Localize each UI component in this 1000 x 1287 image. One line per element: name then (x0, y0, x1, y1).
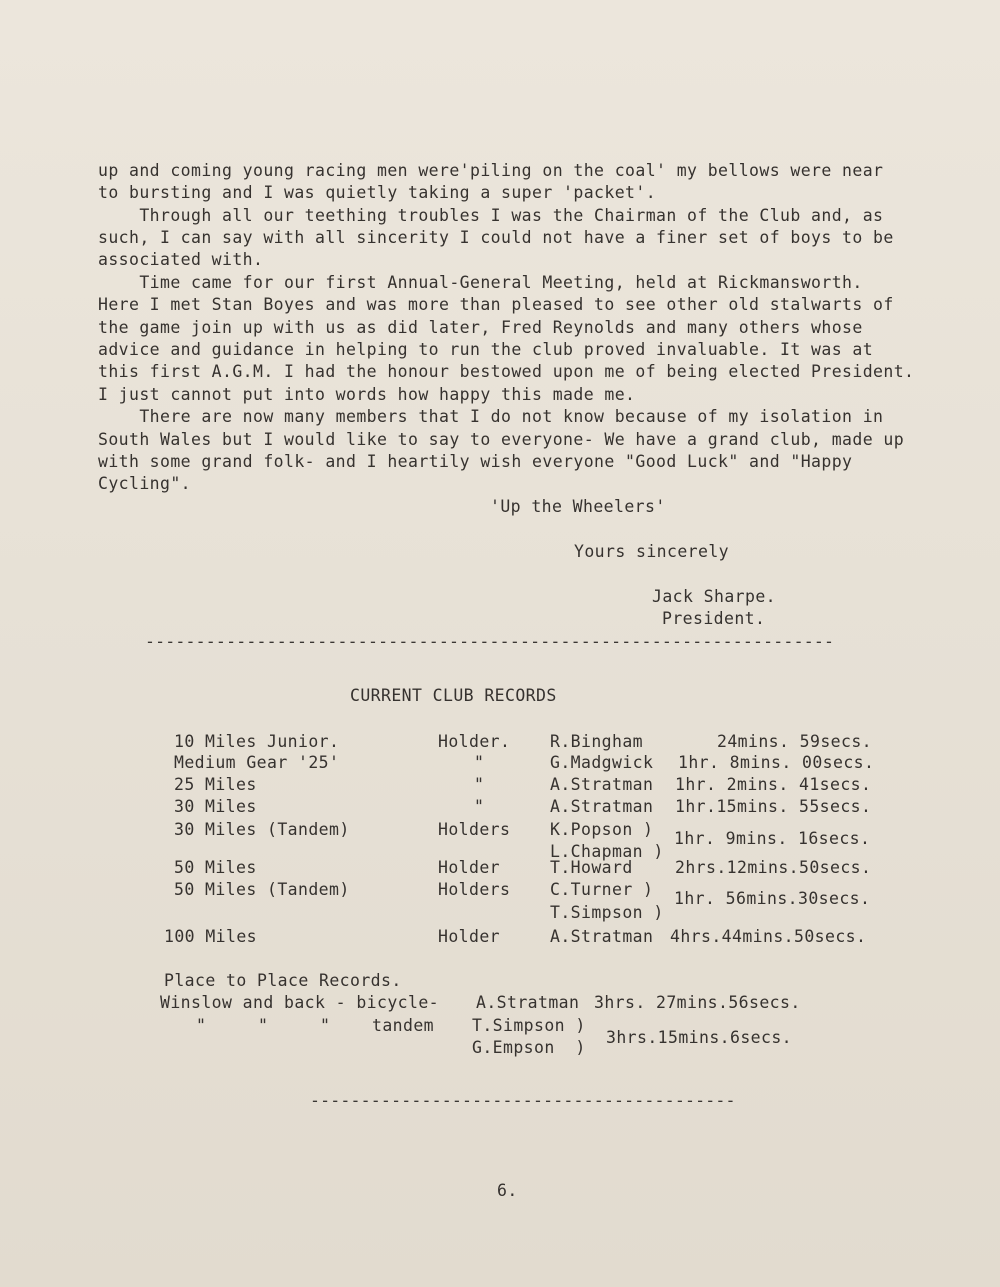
letter-line: I just cannot put into words how happy this made me. (98, 385, 636, 404)
record-time: 2hrs.12mins.50secs. (675, 858, 872, 877)
record-time: 1hr. 2mins. 41secs. (675, 775, 872, 794)
letter-line: the game join up with us as did later, Fred Reynolds and many others whose (98, 318, 863, 337)
closing: Yours sincerely (574, 542, 730, 561)
record-event: 25 Miles (174, 775, 257, 794)
letter-line: advice and guidance in helping to run the club proved invaluable. It was at (98, 340, 874, 359)
letter-line: this first A.G.M. I had the honour bestowed upon me of being elected President. (98, 362, 915, 381)
record-holder: C.Turner ) (550, 880, 654, 899)
page-number: 6. (497, 1181, 518, 1200)
motto: 'Up the Wheelers' (490, 497, 666, 516)
record-holder: A.Stratman (550, 775, 654, 794)
record-time: 1hr. 9mins. 16secs. (674, 829, 871, 848)
record-role: " (474, 797, 485, 816)
record-event: 30 Miles (Tandem) (174, 820, 350, 839)
place-record-type: tandem (372, 1016, 435, 1035)
record-event: 10 Miles Junior. (174, 732, 340, 751)
letter-line: There are now many members that I do not know because of my isolation in (98, 407, 884, 426)
record-role: " (474, 775, 485, 794)
records-title: CURRENT CLUB RECORDS (350, 686, 557, 705)
record-time: 1hr. 56mins.30secs. (674, 889, 871, 908)
record-holder: K.Popson ) (550, 820, 654, 839)
record-role: Holders (438, 820, 511, 839)
record-time: 1hr.15mins. 55secs. (675, 797, 872, 816)
letter-line: associated with. (98, 250, 264, 269)
record-holder-second: T.Simpson ) (550, 903, 664, 922)
signature-name: Jack Sharpe. (652, 587, 777, 606)
record-event: Medium Gear '25' (174, 753, 340, 772)
place-record-time: 3hrs. 27mins.56secs. (594, 993, 801, 1012)
place-record-holder: A.Stratman (476, 993, 580, 1012)
record-event: 30 Miles (174, 797, 257, 816)
place-record-route: Winslow and back - bicycle- (160, 993, 440, 1012)
letter-line: with some grand folk- and I heartily wish everyone "Good Luck" and "Happy (98, 452, 853, 471)
record-role: Holders (438, 880, 511, 899)
divider-top: -------------------------------------------------------------------- (145, 632, 835, 651)
record-holder: R.Bingham (550, 732, 644, 751)
record-event: 100 Miles (164, 927, 258, 946)
record-holder-second: L.Chapman ) (550, 842, 664, 861)
place-record-holder-second: G.Empson ) (472, 1038, 586, 1057)
letter-line: Through all our teething troubles I was the Chairman of the Club and, as (98, 206, 884, 225)
signature-title: President. (662, 609, 766, 628)
record-holder: G.Madgwick (550, 753, 654, 772)
letter-line: such, I can say with all sincerity I could not have a finer set of boys to be (98, 228, 894, 247)
place-record-holder: T.Simpson ) (472, 1016, 586, 1035)
place-record-time: 3hrs.15mins.6secs. (606, 1028, 793, 1047)
letter-line: Here I met Stan Boyes and was more than pleased to see other old stalwarts of (98, 295, 894, 314)
letter-line: South Wales but I would like to say to everyone- We have a grand club, made up (98, 430, 905, 449)
record-role: Holder (438, 858, 501, 877)
record-holder: T.Howard (550, 858, 633, 877)
record-time: 24mins. 59secs. (717, 732, 873, 751)
place-records-title: Place to Place Records. (164, 971, 402, 990)
divider-bottom: ------------------------------------------ (310, 1091, 736, 1110)
place-record-ditto: " " " (196, 1016, 331, 1035)
letter-line: Time came for our first Annual-General Meeting, held at Rickmansworth. (98, 273, 863, 292)
record-holder: A.Stratman (550, 797, 654, 816)
record-role: Holder (438, 927, 501, 946)
record-time: 1hr. 8mins. 00secs. (678, 753, 875, 772)
record-event: 50 Miles (Tandem) (174, 880, 350, 899)
letter-line: Cycling". (98, 474, 192, 493)
record-event: 50 Miles (174, 858, 257, 877)
record-holder: A.Stratman (550, 927, 654, 946)
record-role: " (474, 753, 485, 772)
letter-line: to bursting and I was quietly taking a super 'packet'. (98, 183, 657, 202)
record-role: Holder. (438, 732, 511, 751)
letter-line: up and coming young racing men were'piling on the coal' my bellows were near (98, 161, 884, 180)
record-time: 4hrs.44mins.50secs. (670, 927, 867, 946)
